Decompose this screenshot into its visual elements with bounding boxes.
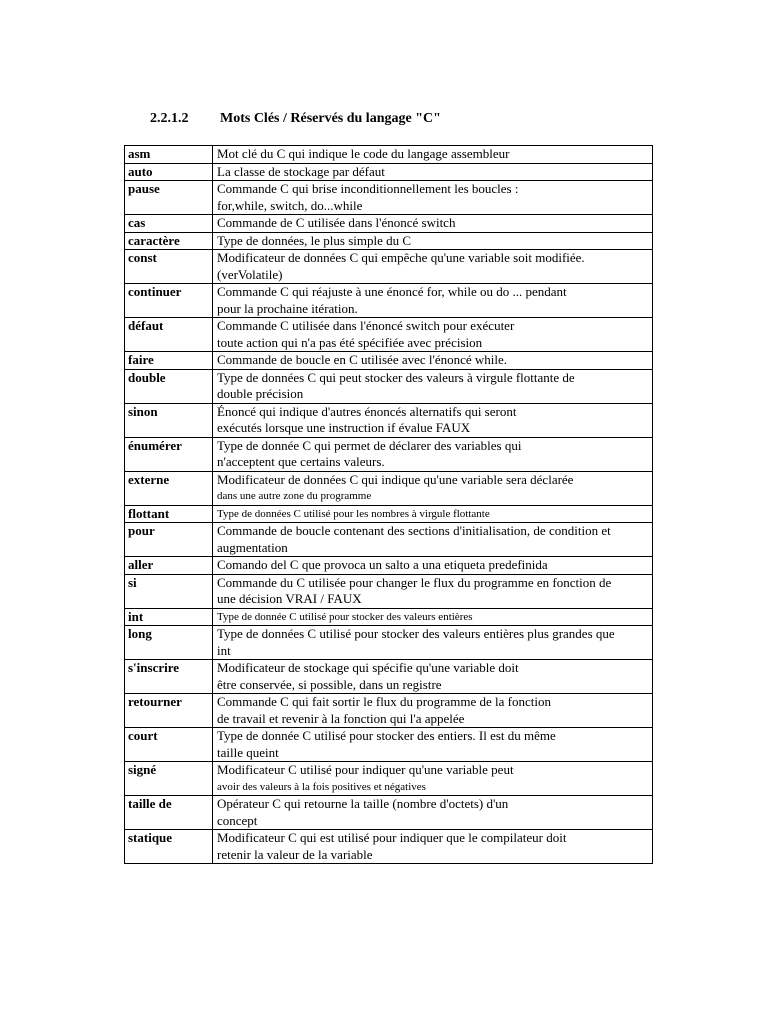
description-line: Commande C qui réajuste à une énoncé for, while ou do ... pendant (217, 284, 567, 299)
keyword-cell: double (125, 369, 213, 403)
description-cell (213, 728, 653, 762)
description-line: Commande du C utilisée pour changer le flux du programme en fonction de (217, 574, 612, 590)
keyword-cell: asm (125, 146, 213, 164)
description-cell (213, 215, 653, 233)
description-line: toute action qui n'a pas été spécifiée avec précision (217, 334, 483, 350)
description-cell (213, 830, 653, 864)
keyword-cell: signé (125, 762, 213, 796)
description-line: n'acceptent que certains valeurs. (217, 454, 385, 469)
description-line: de travail et revenir à la fonction qui l'a appelée (217, 710, 465, 726)
description-cell (213, 232, 653, 250)
description-line: Commande C qui brise inconditionnellement les boucles : (217, 181, 519, 196)
table-row (125, 232, 653, 250)
description-line: Commande C utilisée dans l'énoncé switch pour exécuter (217, 318, 515, 333)
description-line: Type de donnée C qui permet de déclarer des variables qui (217, 437, 522, 453)
table-row (125, 250, 653, 284)
description-cell (213, 574, 653, 608)
description-line: Commande de C utilisée dans l'énoncé switch (217, 215, 456, 230)
description-cell (213, 163, 653, 181)
description-line: Mot clé du C qui indique le code du langage assembleur (217, 146, 510, 161)
description-line: for,while, switch, do...while (217, 197, 363, 213)
description-cell (213, 608, 653, 626)
keyword-cell: auto (125, 163, 213, 181)
description-cell (213, 284, 653, 318)
description-line: Type de données C qui peut stocker des valeurs à virgule flottante de (217, 369, 575, 385)
description-line: Modificateur de données C qui indique qu'une variable sera déclarée (217, 471, 574, 487)
keyword-cell: pour (125, 523, 213, 557)
description-cell (213, 557, 653, 575)
description-cell (213, 523, 653, 557)
description-cell (213, 181, 653, 215)
description-cell (213, 369, 653, 403)
keyword-cell: flottant (125, 505, 213, 523)
description-line: Modificateur de stockage qui spécifie qu'une variable doit (217, 660, 519, 675)
description-line: une décision VRAI / FAUX (217, 591, 362, 606)
keyword-cell: taille de (125, 796, 213, 830)
description-cell (213, 626, 653, 660)
table-row (125, 523, 653, 557)
keyword-cell: s'inscrire (125, 660, 213, 694)
table-row (125, 574, 653, 608)
description-cell (213, 471, 653, 505)
description-cell (213, 762, 653, 796)
section-heading (150, 111, 441, 127)
keyword-cell: caractère (125, 232, 213, 250)
description-line: augmentation (217, 539, 288, 555)
table-row (125, 626, 653, 660)
keyword-cell: énumérer (125, 437, 213, 471)
keyword-cell: si (125, 574, 213, 608)
description-line: avoir des valeurs à la fois positives et négatives (217, 780, 426, 793)
description-line: Opérateur C qui retourne la taille (nombre d'octets) d'un (217, 796, 509, 811)
description-line: être conservée, si possible, dans un registre (217, 676, 442, 692)
table-row (125, 728, 653, 762)
description-line: taille queint (217, 744, 279, 760)
table-row (125, 146, 653, 164)
table-row (125, 318, 653, 352)
keyword-cell: externe (125, 471, 213, 505)
description-line: dans une autre zone du programme (217, 490, 372, 502)
keyword-cell: continuer (125, 284, 213, 318)
description-cell (213, 352, 653, 370)
description-line: Comando del C que provoca un salto a una etiqueta predefinida (217, 557, 548, 572)
description-line: retenir la valeur de la variable (217, 846, 373, 862)
description-line: Type de données, le plus simple du C (217, 232, 412, 248)
description-line: Énoncé qui indique d'autres énoncés alternatifs qui seront (217, 403, 517, 419)
keyword-cell: défaut (125, 318, 213, 352)
description-cell (213, 146, 653, 164)
description-line: La classe de stockage par défaut (217, 163, 385, 179)
keyword-cell: long (125, 626, 213, 660)
description-cell (213, 250, 653, 284)
section-title: Mots Clés / Réservés du langage "C" (220, 111, 441, 126)
table-row (125, 284, 653, 318)
keyword-cell: cas (125, 215, 213, 233)
keyword-cell: statique (125, 830, 213, 864)
table-row (125, 369, 653, 403)
description-line: Modificateur C qui est utilisé pour indiquer que le compilateur doit (217, 830, 567, 845)
keyword-cell: court (125, 728, 213, 762)
keywords-table-body (125, 146, 653, 864)
description-line: int (217, 642, 231, 658)
description-line: double précision (217, 386, 304, 401)
description-cell (213, 318, 653, 352)
table-row (125, 557, 653, 575)
description-line: Modificateur C utilisé pour indiquer qu'une variable peut (217, 762, 514, 777)
description-cell (213, 796, 653, 830)
description-line: Commande de boucle contenant des sections d'initialisation, de condition et (217, 523, 611, 538)
table-row (125, 403, 653, 437)
table-row (125, 215, 653, 233)
description-cell (213, 437, 653, 471)
table-row (125, 608, 653, 626)
description-line: (verVolatile) (217, 266, 283, 282)
keyword-cell: pause (125, 181, 213, 215)
table-row (125, 762, 653, 796)
keyword-cell: const (125, 250, 213, 284)
description-line: Type de données C utilisé pour stocker des valeurs entières plus grandes que (217, 626, 615, 641)
description-line: Commande C qui fait sortir le flux du programme de la fonction (217, 694, 551, 709)
table-row (125, 437, 653, 471)
section-number: 2.2.1.2 (150, 111, 189, 126)
description-cell (213, 694, 653, 728)
keywords-table (124, 145, 653, 864)
keyword-cell: int (125, 608, 213, 626)
table-row (125, 830, 653, 864)
description-line: Type de donnée C utilisé pour stocker des entiers. Il est du même (217, 728, 556, 743)
table-row (125, 505, 653, 523)
keyword-cell: aller (125, 557, 213, 575)
keyword-cell: retourner (125, 694, 213, 728)
description-line: Type de données C utilisé pour les nombres à virgule flottante (217, 507, 490, 520)
table-row (125, 163, 653, 181)
description-line: Type de donnée C utilisé pour stocker des valeurs entières (217, 610, 473, 623)
table-row (125, 660, 653, 694)
table-row (125, 181, 653, 215)
table-row (125, 471, 653, 505)
description-line: concept (217, 812, 258, 828)
table-row (125, 694, 653, 728)
description-line: Commande de boucle en C utilisée avec l'énoncé while. (217, 352, 508, 367)
table-row (125, 352, 653, 370)
description-line: pour la prochaine itération. (217, 300, 358, 316)
description-cell (213, 660, 653, 694)
description-line: Modificateur de données C qui empêche qu'une variable soit modifiée. (217, 250, 585, 265)
description-cell (213, 505, 653, 523)
keyword-cell: faire (125, 352, 213, 370)
keyword-cell: sinon (125, 403, 213, 437)
description-cell (213, 403, 653, 437)
description-line: exécutés lorsque une instruction if évalue FAUX (217, 420, 471, 435)
table-row (125, 796, 653, 830)
